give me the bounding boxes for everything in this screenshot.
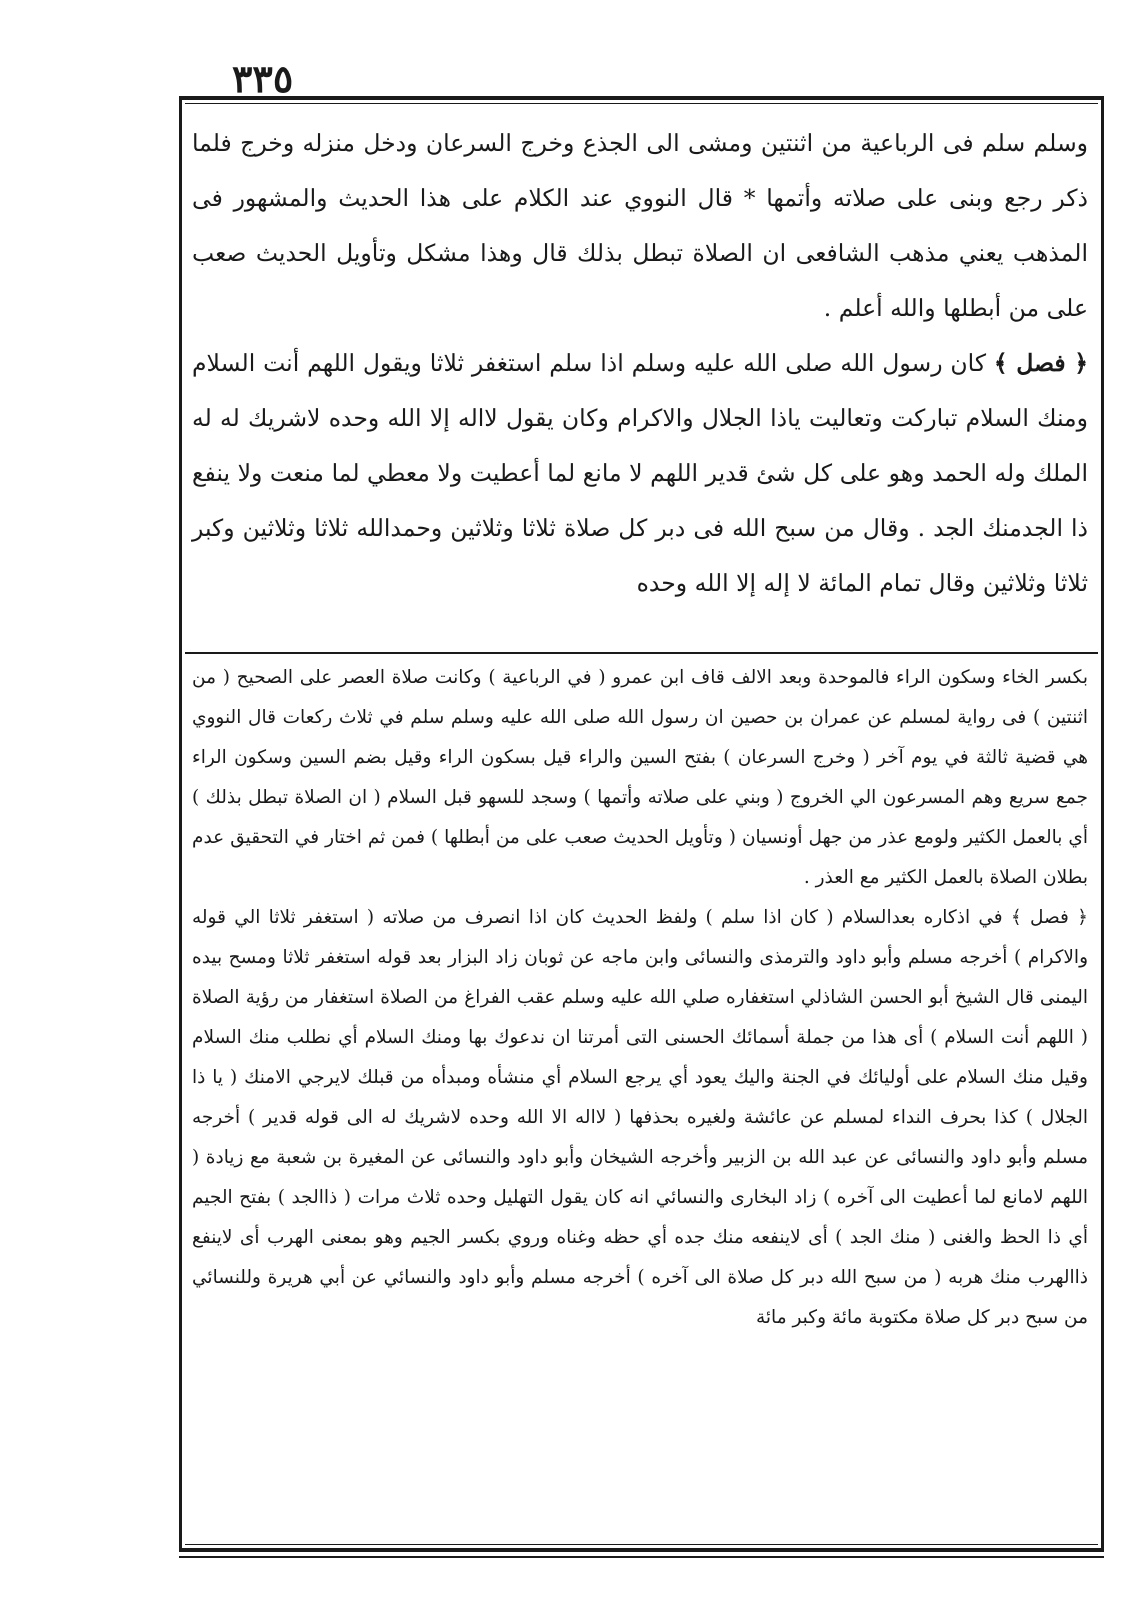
main-text — [192, 116, 1088, 611]
main-paragraph — [192, 336, 1088, 611]
commentary-paragraph: ﴿ فصل ﴾ في اذكاره بعدالسلام ( كان اذا سلم ) ولفظ الحديث كان اذا انصرف من صلاته ( استغفر ثلاثا الي قوله والاكرام ) أخرجه مسلم وأبو داود والترمذى والنسائى وابن ماجه عن ثوبان زاد البزار بعد قوله استغفر ثلاثا ومسح بيده اليمنى قال الشيخ أبو الحسن الشاذلي استغفاره صلي الله عليه وسلم عقب الفراغ من الصلاة استغفار من رؤية الصلاة ( اللهم أنت السلام ) أى هذا من جملة أسمائك الحسنى التى أمرتنا ان ندعوك بها ومنك السلام أي نطلب منك السلام وقيل منك السلام على أوليائك في الجنة واليك يعود أي يرجع السلام أي منشأه ومبدأه من قبلك لايرجي الامنك ( يا ذا الجلال ) كذا بحرف النداء لمسلم عن عائشة ولغيره بحذفها ( لااله الا الله وحده لاشريك له الى قوله قدير ) أخرجه مسلم وأبو داود والنسائى عن عبد الله بن الزبير وأخرجه الشيخان وأبو داود والنسائى عن المغيرة بن شعبة مع زيادة ( اللهم لامانع لما أعطيت الى آخره ) زاد البخارى والنسائي انه كان يقول التهليل وحده ثلاث مرات ( ذاالجد ) بفتح الجيم أي ذا الحظ والغنى ( منك الجد ) أى لاينفعه منك جده أي حظه وغناه وروي بكسر الجيم وهو بمعنى الهرب أى لاينفع ذاالهرب منك هربه ( من سبح الله دبر كل صلاة الى آخره ) أخرجه مسلم وأبو داود والنسائي عن أبي هريرة وللنسائي من سبح دبر كل صلاة مكتوبة مائة وكبر مائة — [192, 907, 1088, 1328]
section-text: كان رسول الله صلى الله عليه وسلم اذا سلم استغفر ثلاثا ويقول اللهم أنت السلام ومنك السلام تباركت وتعاليت ياذا الجلال والاكرام وكان يقول لااله إلا الله وحده لاشريك له له الملك وله الحمد وهو على كل شئ قدير اللهم لا مانع لما أعطيت ولا معطي لما منعت ولا ينفع ذا الجدمنك الجد . وقال من سبح الله فى دبر كل صلاة ثلاثا وثلاثين وحمدالله ثلاثا وثلاثين وكبر ثلاثا وثلاثين وقال تمام المائة لا إله إلا الله وحده — [192, 349, 1088, 597]
section-divider — [185, 652, 1098, 654]
section-heading: ﴿ فصل ﴾ — [993, 349, 1089, 377]
main-paragraph: وسلم سلم فى الرباعية من اثنتين ومشى الى الجذع وخرج السرعان ودخل منزله وخرج فلما ذكر رجع وبنى على صلاته وأتمها * قال النووي عند الكلام على هذا الحديث والمشهور فى المذهب يعني مذهب الشافعى ان الصلاة تبطل بذلك قال وهذا مشكل وتأويل الحديث صعب على من أبطلها والله أعلم . — [192, 129, 1088, 322]
commentary-paragraph: بكسر الخاء وسكون الراء فالموحدة وبعد الالف قاف ابن عمرو ( في الرباعية ) وكانت صلاة العصر على الصحيح ( من اثنتين ) فى رواية لمسلم عن عمران بن حصين ان رسول الله صلى الله عليه وسلم سلم في ثلاث ركعات قال النووي هي قضية ثالثة في يوم آخر ( وخرج السرعان ) بفتح السين والراء قيل بسكون الراء وقيل بضم السين وسكون الراء جمع سريع وهم المسرعون الي الخروج ( وبني على صلاته وأتمها ) وسجد للسهو قبل السلام ( ان الصلاة تبطل بذلك ) أي بالعمل الكثير ولومع عذر من جهل أونسيان ( وتأويل الحديث صعب على من أبطلها ) فمن ثم اختار في التحقيق عدم بطلان الصلاة بالعمل الكثير مع العذر . — [192, 667, 1088, 888]
commentary-text — [192, 658, 1088, 1338]
bottom-rule — [179, 1556, 1104, 1558]
text-frame — [179, 96, 1104, 1552]
page-number: ٣٣٥ — [232, 56, 294, 101]
